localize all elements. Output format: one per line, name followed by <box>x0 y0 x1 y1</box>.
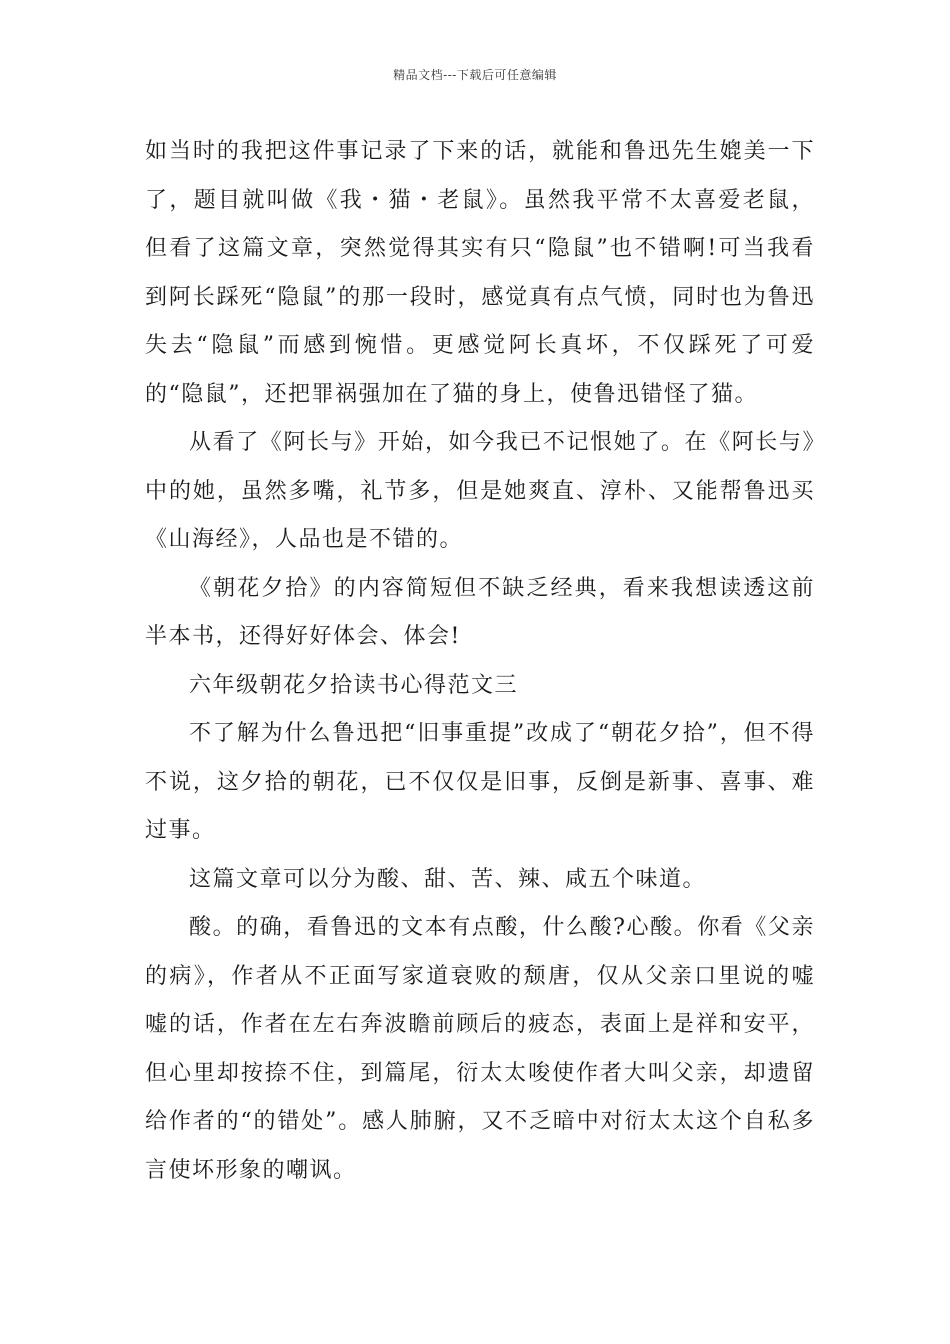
paragraph: 《朝花夕拾》的内容简短但不缺乏经典，看来我想读透这前半本书，还得好好体会、体会! <box>145 575 815 649</box>
section-heading: 六年级朝花夕拾读书心得范文三 <box>189 672 519 698</box>
paragraph: 如当时的我把这件事记录了下来的话，就能和鲁迅先生媲美一下了，题目就叫做《我・猫・老鼠》。虽然我平常不太喜爱老鼠，但看了这篇文章，突然觉得其实有只“隐鼠”也不错啊!可当我看到阿长踩死“隐鼠”的那一段时，感觉真有点气愤，同时也为鲁迅失去“隐鼠”而感到惋惜。更感觉阿长真坏，不仅踩死了可爱的“隐鼠”，还把罪祸强加在了猫的身上，使鲁迅错怪了猫。 <box>145 139 815 407</box>
page-header: 精品文档---下载后可任意编辑 <box>393 68 557 82</box>
paragraph: 酸。的确，看鲁迅的文本有点酸，什么酸?心酸。你看《父亲的病》，作者从不正面写家道衰败的颓唐，仅从父亲口里说的嘘嘘的话，作者在左右奔波瞻前顾后的疲态，表面上是祥和安平，但心里却按捺不住，到篇尾，衍太太唆使作者大叫父亲，却遗留给作者的“的错处”。感人肺腑，又不乏暗中对衍太太这个自私多言使坏形象的嘲讽。 <box>145 915 815 1183</box>
paragraph: 这篇文章可以分为酸、甜、苦、辣、咸五个味道。 <box>189 866 707 892</box>
paragraph: 从看了《阿长与》开始，如今我已不记恨她了。在《阿长与》中的她，虽然多嘴，礼节多，但是她爽直、淳朴、又能帮鲁迅买《山海经》，人品也是不错的。 <box>145 430 815 552</box>
document-body <box>145 128 815 1195</box>
paragraph: 不了解为什么鲁迅把“旧事重提”改成了“朝花夕拾”，但不得不说，这夕拾的朝花，已不仅仅是旧事，反倒是新事、喜事、难过事。 <box>145 721 815 843</box>
